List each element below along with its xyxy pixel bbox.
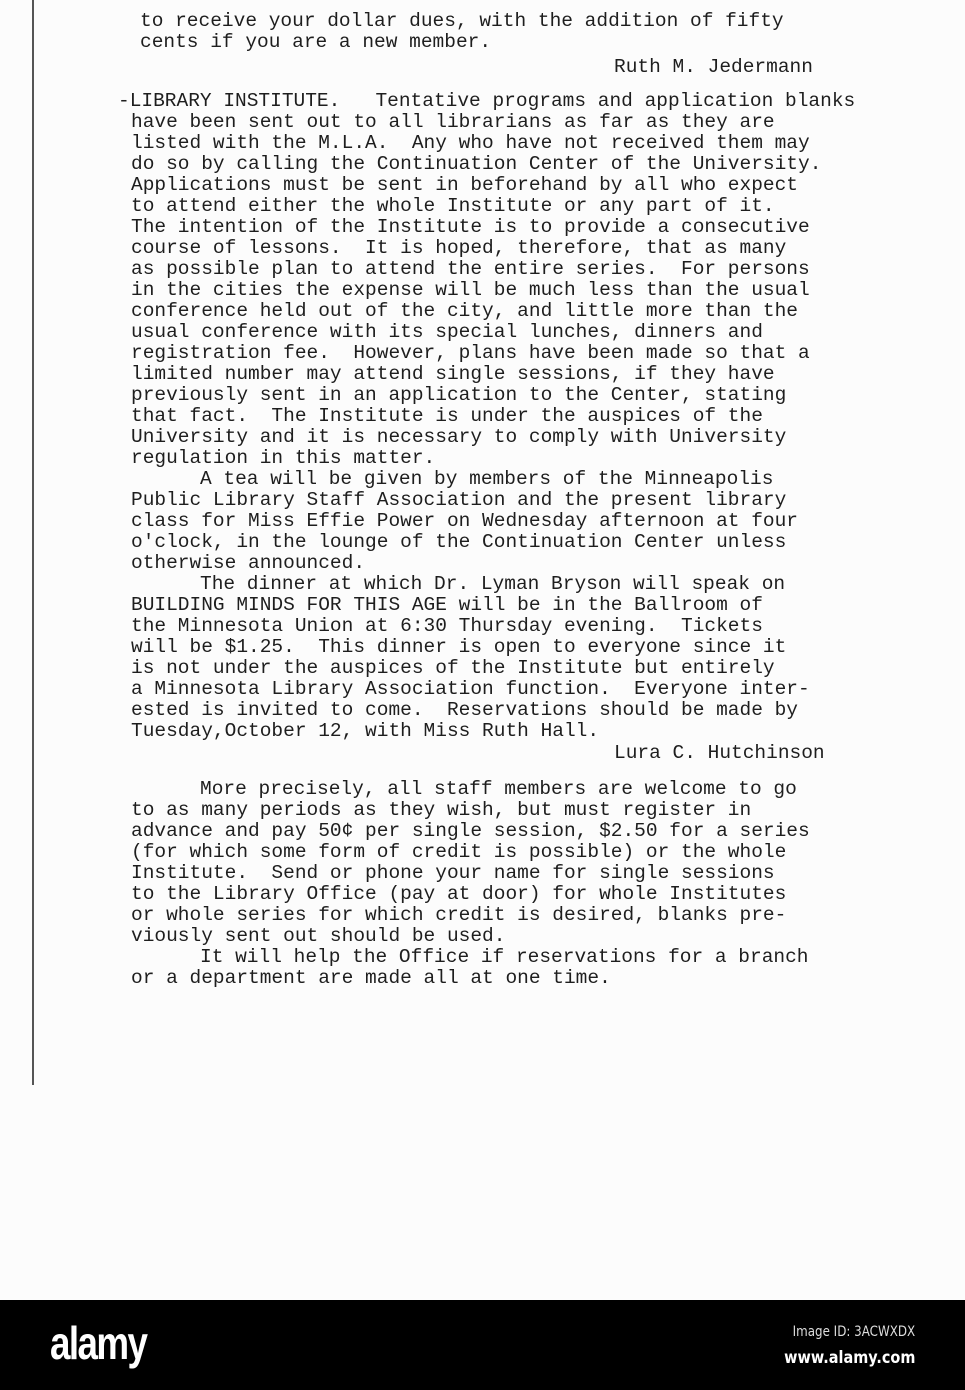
text-line: previously sent in an application to the Center, stating: [131, 384, 787, 406]
signature: [0, 57, 965, 78]
typewritten-document: [0, 11, 965, 989]
paragraph: [0, 91, 965, 469]
paragraph: [0, 469, 965, 574]
text-line: conference held out of the city, and little more than the: [131, 300, 799, 322]
text-line: to as many periods as they wish, but must register in: [131, 799, 752, 821]
text-line: cents if you are a new member.: [140, 31, 492, 53]
text-line: will be $1.25. This dinner is open to everyone since it: [131, 636, 787, 658]
text-line: to attend either the whole Institute or any part of it.: [131, 195, 775, 217]
paragraph: [0, 574, 965, 742]
text-line: University and it is necessary to comply with University: [131, 426, 787, 448]
text-line: advance and pay 50¢ per single session, $2.50 for a series: [131, 820, 810, 842]
text-line: to the Library Office (pay at door) for whole Institutes: [131, 883, 787, 905]
text-line: ested is invited to come. Reservations should be made by: [131, 699, 799, 721]
text-line: class for Miss Effie Power on Wednesday afternoon at four: [131, 510, 799, 532]
text-line: Applications must be sent in beforehand by all who expect: [131, 174, 799, 196]
text-line: the Minnesota Union at 6:30 Thursday evening. Tickets: [131, 615, 763, 637]
text-line: registration fee. However, plans have been made so that a: [131, 342, 810, 364]
paragraph: [0, 947, 965, 989]
text-line: regulation in this matter.: [131, 447, 436, 469]
text-line: to receive your dollar dues, with the addition of fifty: [140, 10, 784, 32]
text-line: or a department are made all at one time.: [131, 967, 611, 989]
alamy-logo: alamy: [50, 1317, 147, 1369]
image-id: Image ID: 3ACWXDX: [792, 1324, 915, 1340]
signature-name: Ruth M. Jedermann: [614, 56, 813, 78]
signature: [0, 743, 965, 764]
paragraph: [0, 779, 965, 947]
text-line: Tuesday,October 12, with Miss Ruth Hall.: [131, 720, 600, 742]
text-line: Public Library Staff Association and the present library: [131, 489, 787, 511]
text-line: Institute. Send or phone your name for single sessions: [131, 862, 775, 884]
text-line: as possible plan to attend the entire series. For persons: [131, 258, 810, 280]
text-line: (for which some form of credit is possible) or the whole: [131, 841, 787, 863]
text-line: that fact. The Institute is under the auspices of the: [131, 405, 763, 427]
text-line: A tea will be given by members of the Minneapolis: [200, 468, 774, 490]
text-line: viously sent out should be used.: [131, 925, 506, 947]
text-line: otherwise announced.: [131, 552, 366, 574]
text-line: More precisely, all staff members are welcome to go: [200, 778, 797, 800]
text-line: listed with the M.L.A. Any who have not received them may: [131, 132, 810, 154]
text-line: is not under the auspices of the Institute but entirely: [131, 657, 775, 679]
text-line: -LIBRARY INSTITUTE. Tentative programs and application blanks: [118, 90, 856, 112]
text-line: in the cities the expense will be much less than the usual: [131, 279, 810, 301]
text-line: have been sent out to all librarians as far as they are: [131, 111, 775, 133]
text-line: do so by calling the Continuation Center of the University.: [131, 153, 822, 175]
watermark-bar: [0, 1300, 965, 1390]
text-line: limited number may attend single sessions, if they have: [131, 363, 775, 385]
text-line: o'clock, in the lounge of the Continuation Center unless: [131, 531, 787, 553]
paragraph: [0, 11, 965, 53]
text-line: BUILDING MINDS FOR THIS AGE will be in the Ballroom of: [131, 594, 763, 616]
text-line: usual conference with its special lunches, dinners and: [131, 321, 763, 343]
site-url: www.alamy.com: [783, 1348, 915, 1368]
text-line: It will help the Office if reservations for a branch: [200, 946, 809, 968]
text-line: course of lessons. It is hoped, therefore, that as many: [131, 237, 787, 259]
signature-name: Lura C. Hutchinson: [614, 742, 825, 764]
text-line: The dinner at which Dr. Lyman Bryson will speak on: [200, 573, 786, 595]
text-line: The intention of the Institute is to provide a consecutive: [131, 216, 810, 238]
text-line: a Minnesota Library Association function. Everyone inter-: [131, 678, 810, 700]
text-line: or whole series for which credit is desired, blanks pre-: [131, 904, 787, 926]
